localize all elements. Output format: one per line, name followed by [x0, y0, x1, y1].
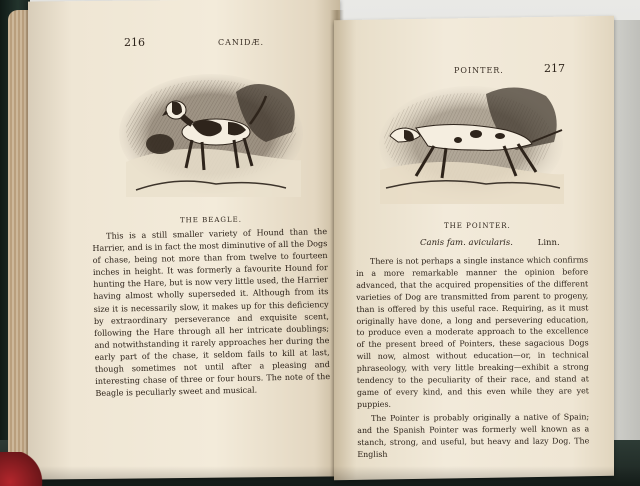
left-running-header: CANIDÆ. [218, 38, 265, 47]
red-object-corner [0, 452, 44, 486]
left-page-number: 216 [124, 36, 145, 49]
right-figure-caption: THE POINTER. [444, 222, 511, 230]
left-page-text [92, 225, 331, 401]
right-page-number: 217 [544, 62, 565, 75]
right-figure-species [420, 238, 560, 248]
right-paragraph-1: There is not perhaps a single instance which confirms in a more remarkable manner the opinion before advanced, that the acquired propensities of the different varieties of Dog are transmitted from parent to progeny, than is offered by this useful race. Requiring, as it must originally have done, a long and persevering education, to produce even a moderate approach to the excellence of the present breed of Pointers, these sagacious Dogs will now, almost without education—or, in technical phraseology, with very little breaking—exhibit a strong tendency to the peculiarity of their race, and stand at game of every kind, and this even while they are yet puppies. [356, 255, 589, 409]
right-page-text [356, 254, 589, 462]
right-paragraph-2: The Pointer is probably originally a native of Spain; and the Spanish Pointer was formerly well known as a stanch, strong, and useful, but heavy and lazy Dog. The English [357, 412, 590, 459]
species-authority: Linn. [537, 238, 560, 248]
left-figure-caption: THE BEAGLE. [179, 215, 243, 225]
right-running-header: POINTER. [454, 66, 504, 75]
pointer-engraving [376, 84, 566, 206]
left-paragraph: This is a still smaller variety of Hound than the Harrier, and is in fact the most diminutive of all the Dogs of chase, being not more than from twelve to fourteen inches in height. It was formerly a favourite Hound for hunting the Hare, but is now very little used, the Harrier having almost wholly superseded it. Although from its size it is necessarily slow, it makes up for this deficiency by extraordinary perseverance and exquisite scent, following the Hare through all her intricate doublings; and notwithstanding it rarely approaches her during the early part of the chase, it seldom fails to kill at last, though sometimes not until after a pleasing and interesting chase of three or four hours. The note of the Beagle is peculiarly sweet and musical. [92, 226, 331, 399]
bottom-shadow [0, 466, 640, 486]
beagle-engraving [116, 72, 306, 202]
species-name: Canis fam. avicularis. [420, 238, 513, 248]
